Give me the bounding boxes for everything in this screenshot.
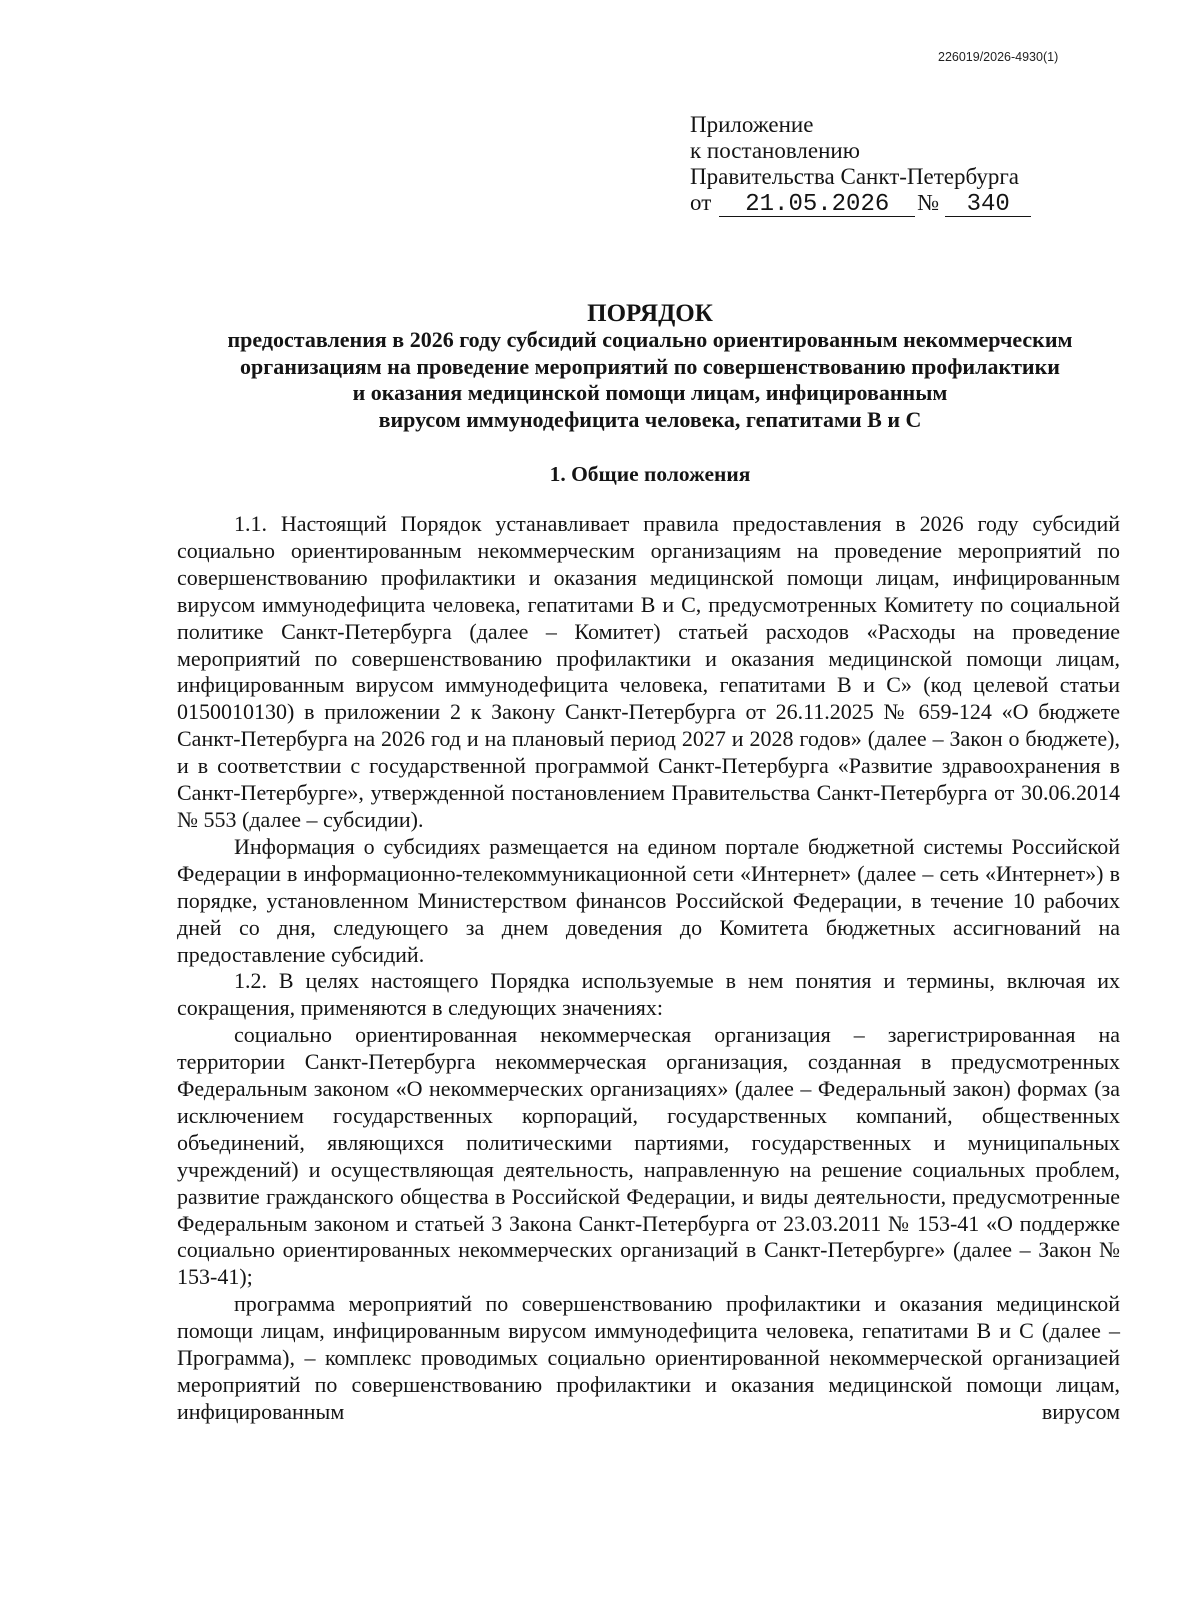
appendix-date-line — [690, 190, 1031, 217]
appendix-block — [690, 112, 1031, 217]
paragraph-1-1: 1.1. Настоящий Порядок устанавливает правила предоставления в 2026 году субсидий социально ориентированным некоммерческим организациям на проведение мероприятий по совершенствованию профилактики и оказания медицинской помощи лицам, инфицированным вирусом иммунодефицита человека, гепатитами В и С, предусмотренных Комитету по социальной политике Санкт-Петербурга (далее – Комитет) статьей расходов «Расходы на проведение мероприятий по совершенствованию профилактики и оказания медицинской помощи лицам, инфицированным вирусом иммунодефицита человека, гепатитами В и С» (код целевой статьи 0150010130) в приложении 2 к Закону Санкт-Петербурга от 26.11.2025 № 659-124 «О бюджете Санкт-Петербурга на 2026 год и на плановый период 2027 и 2028 годов» (далее – Закон о бюджете), и в соответствии с государственной программой Санкт-Петербурга «Развитие здравоохранения в Санкт-Петербурге», утвержденной постановлением Правительства Санкт-Петербурга от 30.06.2014 № 553 (далее – субсидии). — [177, 511, 1120, 832]
document-title: ПОРЯДОК — [587, 300, 713, 327]
paragraph-1-2: 1.2. В целях настоящего Порядка используемые в нем понятия и термины, включая их сокращения, применяются в следующих значениях: — [177, 968, 1120, 1021]
paragraph-definition-sonko: социально ориентированная некоммерческая организация – зарегистрированная на территории Санкт-Петербурга некоммерческая организация, созданная в предусмотренных Федеральным законом «О некоммерческих организациях» (далее – Федеральный закон) формах (за исключением государственных корпораций, государственных компаний, общественных объединений, являющихся политическими партиями, государственных и муниципальных учреждений) и осуществляющая деятельность, направленную на решение социальных проблем, развитие гражданского общества в Российской Федерации, и виды деятельности, предусмотренные Федеральным законом и статьей 3 Закона Санкт-Петербурга от 23.03.2011 № 153-41 «О поддержке социально ориентированных некоммерческих организаций в Санкт-Петербурге» (далее – Закон № 153-41); — [177, 1022, 1120, 1290]
document-subtitle — [150, 327, 1150, 433]
decree-number: 340 — [945, 194, 1031, 217]
appendix-line-3: Правительства Санкт-Петербурга — [690, 164, 1019, 189]
appendix-line-1: Приложение — [690, 112, 814, 137]
document-body — [177, 511, 1120, 1426]
document-registration-code: 226019/2026-4930(1) — [938, 50, 1059, 64]
subtitle-line: предоставления в 2026 году субсидий социально ориентированным некоммерческим — [227, 327, 1073, 352]
date-prefix: от — [690, 190, 712, 215]
paragraph-subsidy-info: Информация о субсидиях размещается на едином портале бюджетной системы Российской Федерации в информационно-телекоммуникационной сети «Интернет» (далее – сеть «Интернет») в порядке, установленном Министерством финансов Российской Федерации, в течение 10 рабочих дней со дня, следующего за днем доведения до Комитета бюджетных ассигнований на предоставление субсидий. — [177, 833, 1120, 967]
section-heading: 1. Общие положения — [549, 462, 751, 486]
appendix-line-2: к постановлению — [690, 138, 860, 163]
subtitle-line: организациям на проведение мероприятий по совершенствованию профилактики — [240, 353, 1060, 379]
paragraph-definition-program: программа мероприятий по совершенствованию профилактики и оказания медицинской помощи лицам, инфицированным вирусом иммунодефицита человека, гепатитами В и С (далее – Программа), – комплекс проводимых социально ориентированной некоммерческой организацией мероприятий по совершенствованию профилактики и оказания медицинской помощи лицам, инфицированным вирусом — [177, 1291, 1120, 1424]
decree-date: 21.05.2026 — [719, 194, 915, 217]
subtitle-line: вирусом иммунодефицита человека, гепатитами В и С — [378, 406, 922, 432]
number-prefix: № — [917, 190, 940, 215]
subtitle-line: и оказания медицинской помощи лицам, инфицированным — [352, 380, 948, 405]
